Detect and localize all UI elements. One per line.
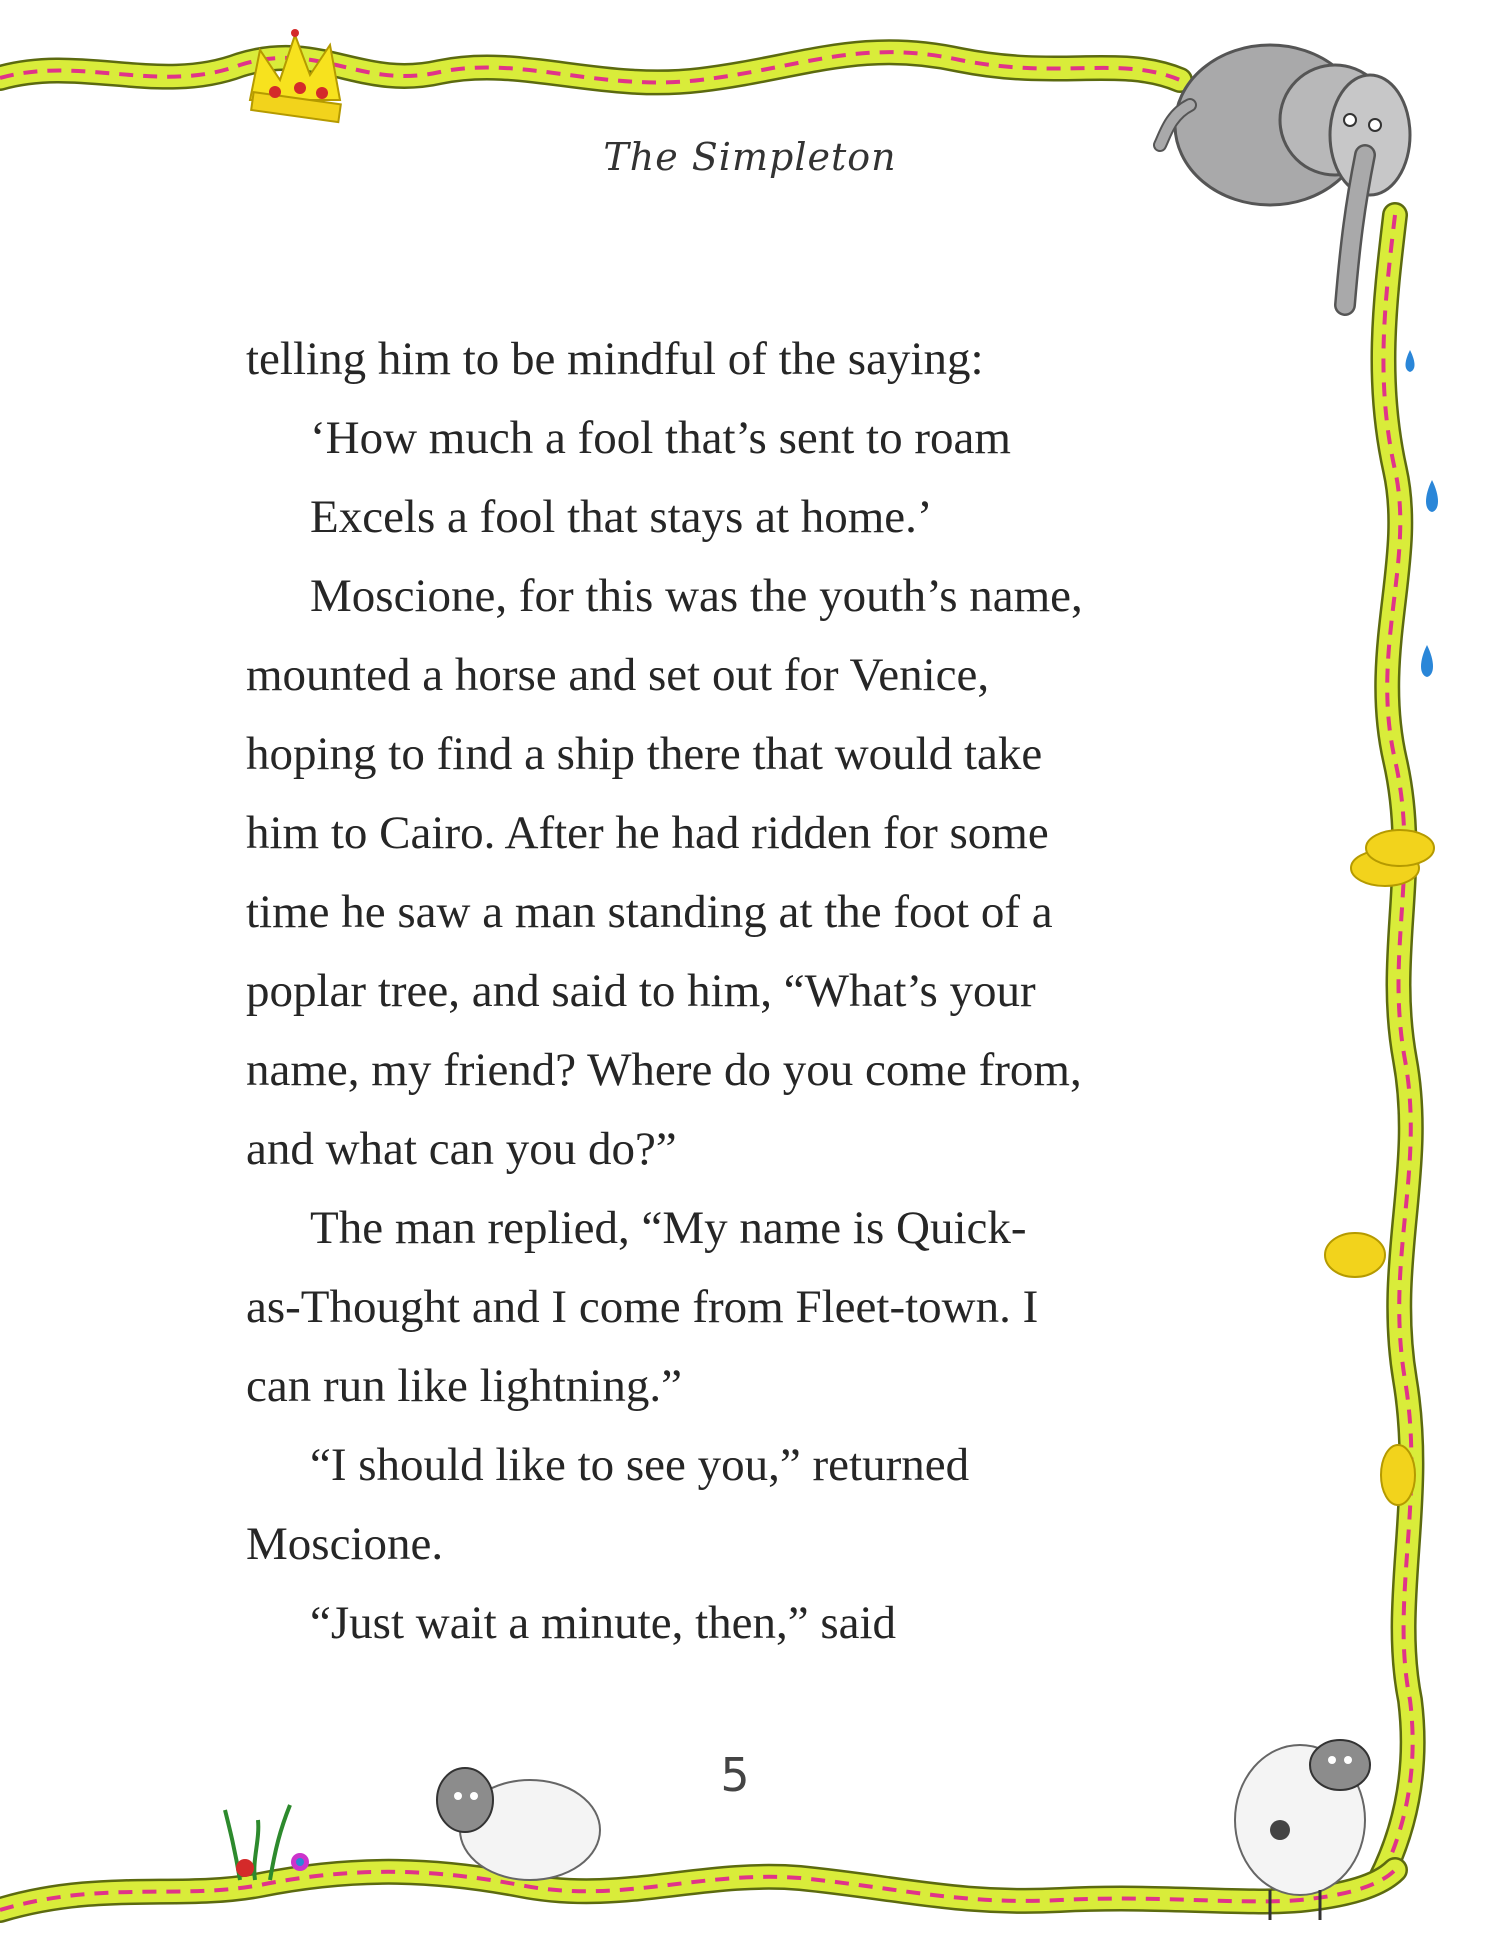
text-line: hoping to find a ship there that would take [246,728,1043,780]
text-line: as-Thought and I come from Fleet-town. I [246,1281,1039,1333]
crown-icon [250,29,341,122]
page-number: 5 [720,1748,750,1802]
flower-icon [225,1805,309,1880]
text-line: Moscione. [246,1518,444,1570]
text-line: “I should like to see you,” returned [310,1439,970,1491]
text-line: name, my friend? Where do you come from, [246,1044,1082,1096]
text-line: The man replied, “My name is Quick- [310,1202,1027,1254]
bottom-ribbon [0,1870,1395,1910]
text-line: poplar tree, and said to him, “What’s your [246,965,1036,1017]
text-line: mounted a horse and set out for Venice, [246,649,990,701]
text-line: ‘How much a fool that’s sent to roam [310,412,1011,464]
top-ribbon [0,52,1180,82]
story-text [246,320,1256,1663]
text-line: telling him to be mindful of the saying: [246,333,984,385]
text-line: time he saw a man standing at the foot of a [246,886,1053,938]
text-line: Excels a fool that stays at home.’ [310,491,933,543]
running-title: The Simpleton [603,135,897,179]
text-line: can run like lightning.” [246,1360,682,1412]
text-line: and what can you do?” [246,1123,677,1175]
right-ribbon [1380,215,1413,1880]
text-line: “Just wait a minute, then,” said [310,1597,897,1649]
text-line: Moscione, for this was the youth’s name, [310,570,1083,622]
text-line: him to Cairo. After he had ridden for some [246,807,1049,859]
